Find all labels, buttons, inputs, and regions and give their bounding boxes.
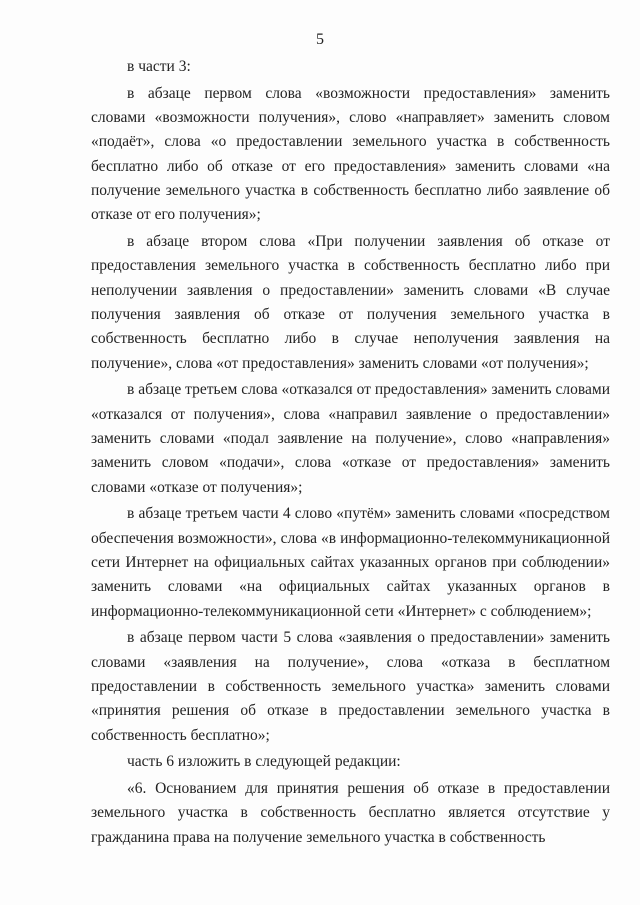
paragraph: в абзаце втором слова «При получении заявления об отказе от предоставления земельного участка в собственность бесплатно либо при неполучении заявления о предоставлении» заменить словами «В случае получения заявления об отказе от получения земельного участка в собственность бесплатно либо в случае неполучения заявления на получение», слова «от предоставления» заменить словами «от получения»; [91, 233, 610, 372]
paragraph: в абзаце третьем слова «отказался от предоставления» заменить словами «отказался от получения», слова «направил заявление о предоставлении» заменить словами «подал заявление на получение», слово «направления» заменить словом «подачи», слова «отказе от предоставления» заменить словами «отказе от получения»; [91, 381, 610, 496]
paragraph: в части 3: [127, 58, 191, 75]
paragraph: в абзаце третьем части 4 слово «путём» заменить словами «посредством обеспечения возможности», слова «в информационно-телекоммуникационной сети Интернет на официальных сайтах указанных органов при соблюдении» заменить словами «на официальных сайтах указанных органов в информационно-телекоммуникационной сети «Интернет» с соблюдением»; [91, 505, 610, 620]
paragraph: «6. Основанием для принятия решения об отказе в предоставлении земельного участка в собственность бесплатно является отсутствие у гражданина права на получение земельного участка в собственность [91, 780, 610, 846]
document-body [91, 55, 610, 853]
paragraph: в абзаце первом слова «возможности предоставления» заменить словами «возможности получения», слово «направляет» заменить словом «подаёт», слова «о предоставлении земельного участка в собственность бесплатно либо об отказе от его предоставления» заменить словами «на получение земельного участка в собственность бесплатно либо заявление об отказе от его получения»; [91, 84, 610, 224]
page-number: 5 [316, 31, 324, 48]
paragraph: часть 6 изложить в следующей редакции: [127, 753, 401, 771]
paragraph: в абзаце первом части 5 слова «заявления о предоставлении» заменить словами «заявления на получение», слова «отказа в бесплатном предоставлении в собственность земельного участка» заменить словами «принятия решения об отказе в предоставлении земельного участка в собственность бесплатно»; [91, 629, 610, 744]
